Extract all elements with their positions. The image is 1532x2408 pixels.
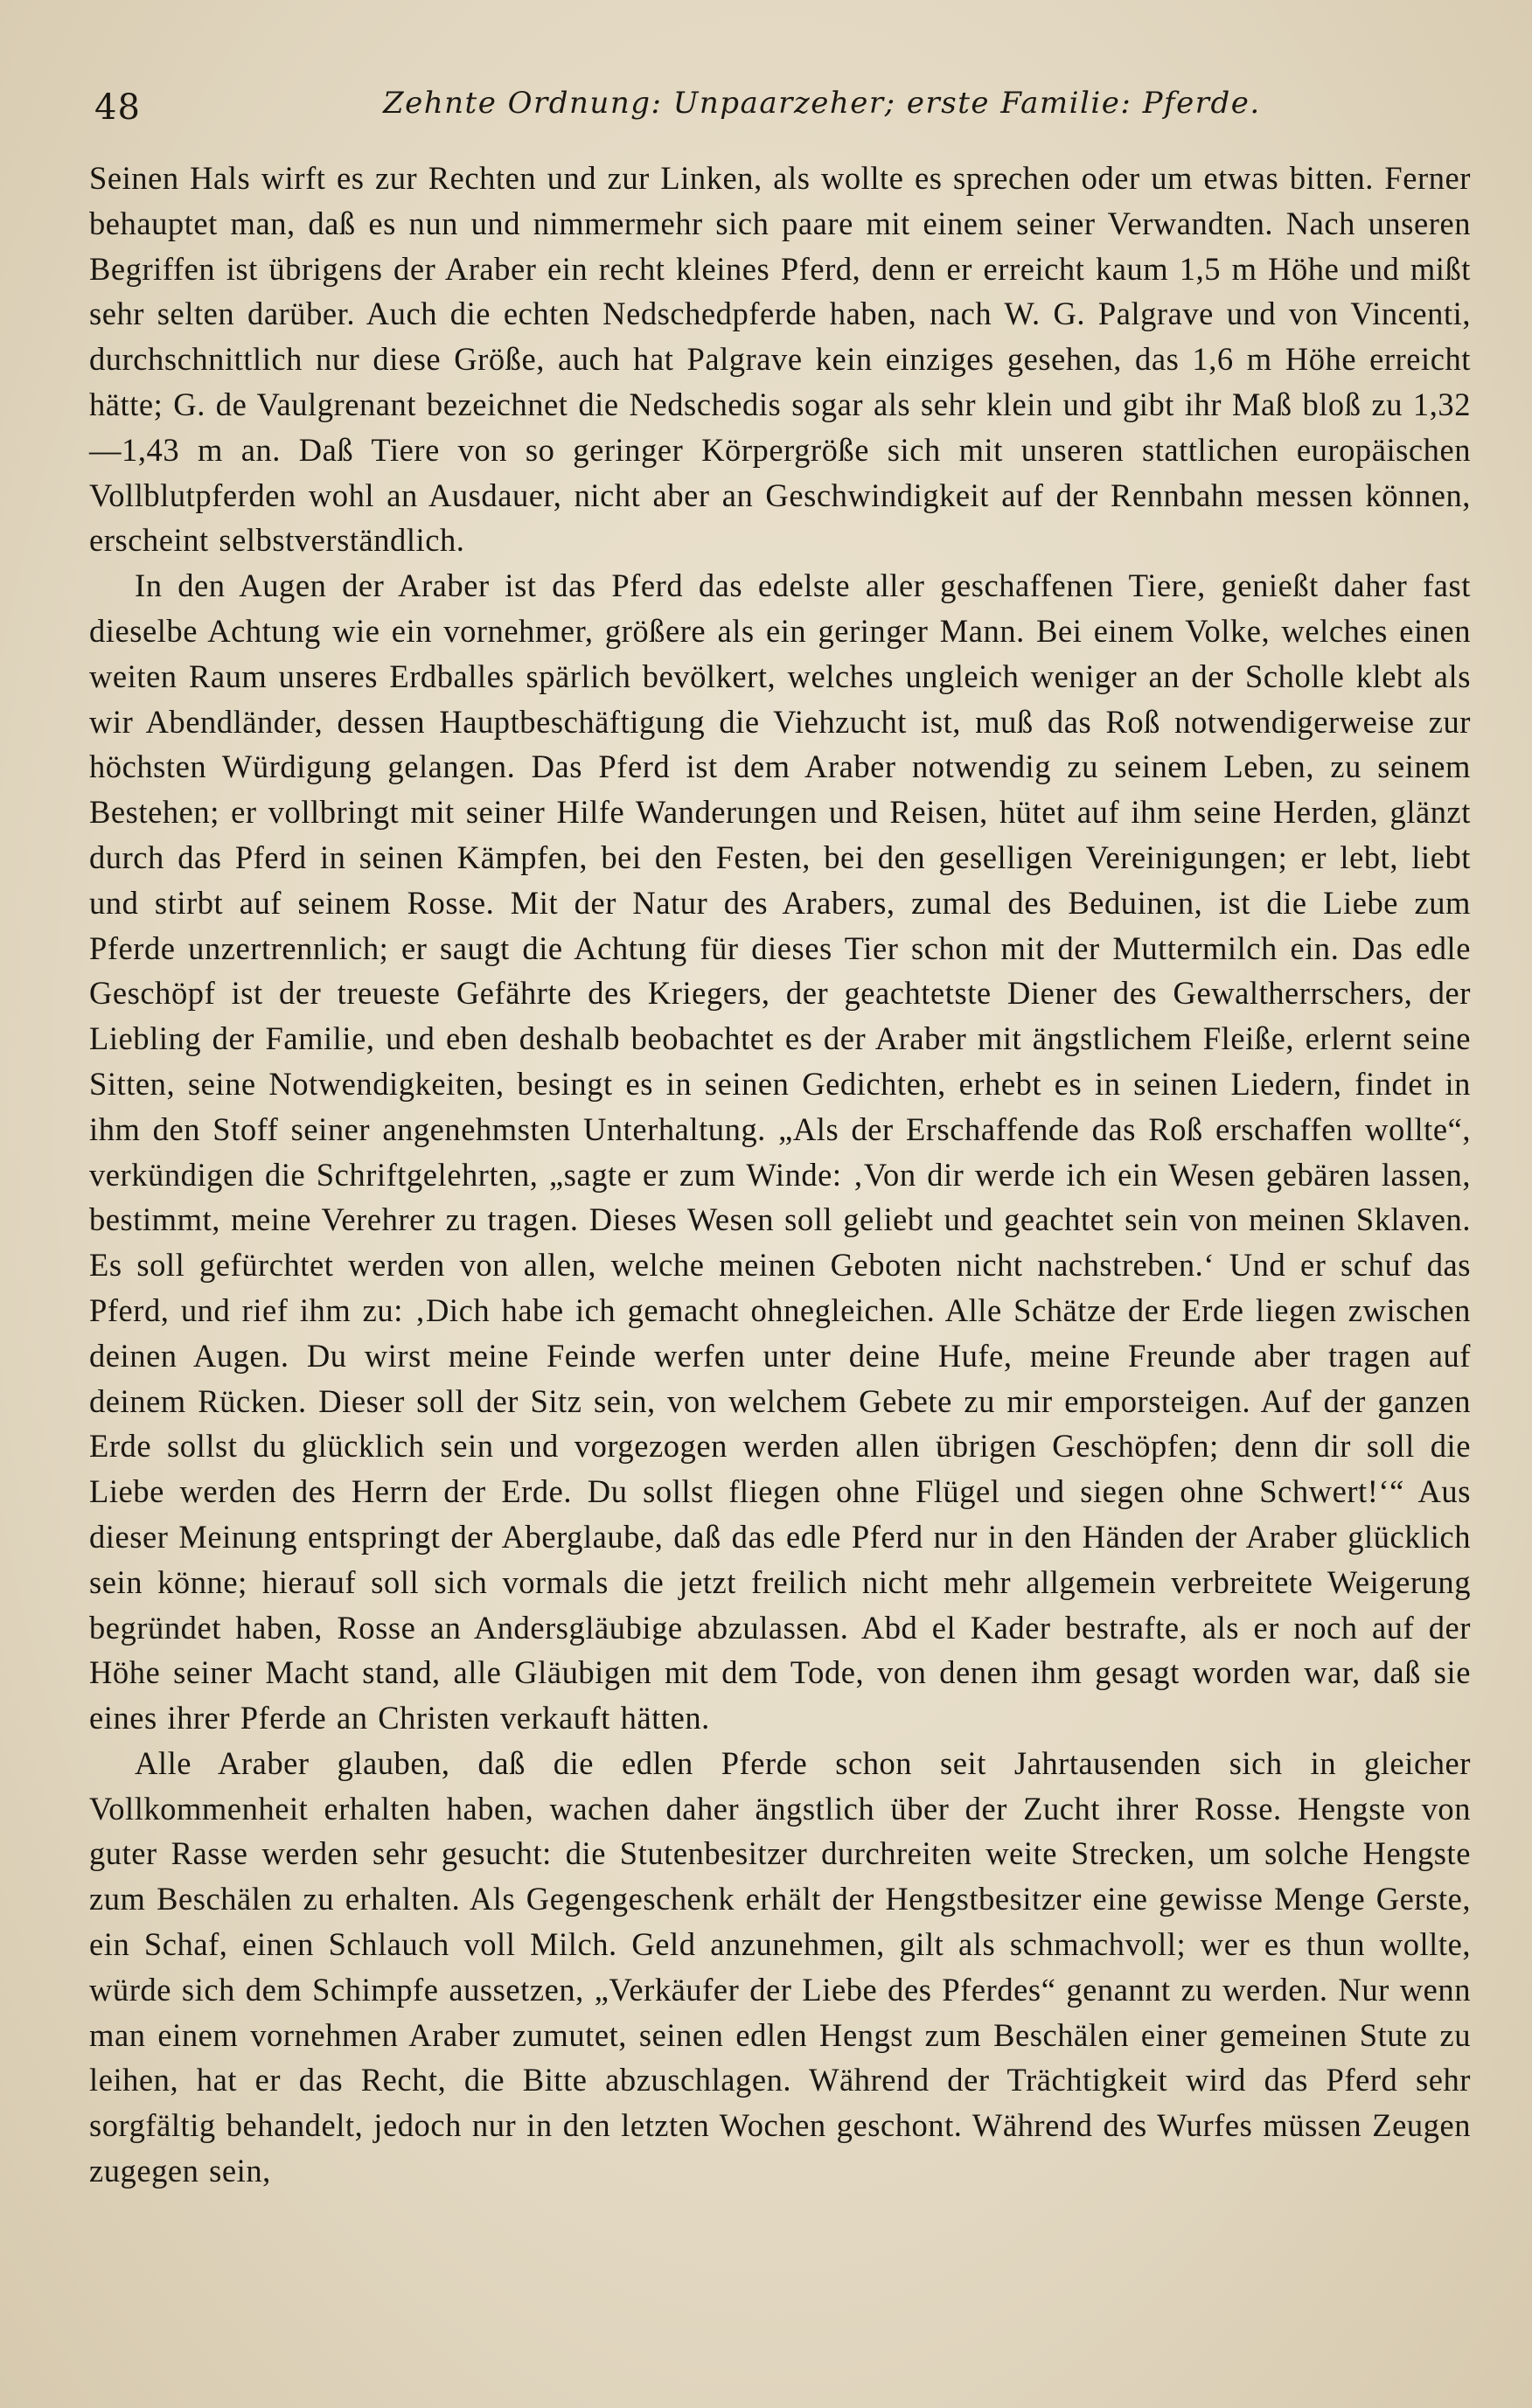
page-number: 48 (94, 87, 141, 128)
body-text (89, 156, 1471, 2194)
paragraph-1: Seinen Hals wirft es zur Rechten und zur Linken, als wollte es sprechen oder um etwas bitten. Ferner behauptet man, daß es nun und nimmermehr sich paare mit einem seiner Verwandten. Nach unseren Begriffen ist übrigens der Araber ein recht kleines Pferd, denn er erreicht kaum 1,5 m Höhe und mißt sehr selten darüber. Auch die echten Nedschedpferde haben, nach W. G. Palgrave und von Vincenti, durchschnittlich nur diese Größe, auch hat Palgrave kein einziges gesehen, das 1,6 m Höhe erreicht hätte; G. de Vaulgrenant bezeichnet die Nedschedis sogar als sehr klein und gibt ihr Maß bloß zu 1,32—1,43 m an. Daß Tiere von so geringer Körpergröße sich mit unseren stattlichen europäischen Vollblutpferden wohl an Ausdauer, nicht aber an Geschwindigkeit auf der Rennbahn messen können, erscheint selbstverständlich. (89, 160, 1471, 559)
page-header (94, 80, 1476, 133)
running-title: Zehnte Ordnung: Unpaarzeher; erste Familie: Pferde. (383, 86, 1261, 121)
paragraph-3: Alle Araber glauben, daß die edlen Pferde schon seit Jahrtausenden sich in gleicher Vollkommenheit erhalten haben, wachen daher ängstlich über der Zucht ihrer Rosse. Hengste von guter Rasse werden sehr gesucht: die Stutenbesitzer durchreiten weite Strecken, um solche Hengste zum Beschälen zu erhalten. Als Gegengeschenk erhält der Hengstbesitzer eine gewisse Menge Gerste, ein Schaf, einen Schlauch voll Milch. Geld anzunehmen, gilt als schmachvoll; wer es thun wollte, würde sich dem Schimpfe aussetzen, „Verkäufer der Liebe des Pferdes“ genannt zu werden. Nur wenn man einem vornehmen Araber zumutet, seinen edlen Hengst zum Beschälen einer gemeinen Stute zu leihen, hat er das Recht, die Bitte abzuschlagen. Während der Trächtigkeit wird das Pferd sehr sorgfältig behandelt, jedoch nur in den letzten Wochen geschont. Während des Wurfes müssen Zeugen zugegen sein, (89, 1744, 1471, 2189)
paragraph-2: In den Augen der Araber ist das Pferd das edelste aller geschaffenen Tiere, genießt daher fast dieselbe Achtung wie ein vornehmer, größere als ein geringer Mann. Bei einem Volke, welches einen weiten Raum unseres Erdballes spärlich bevölkert, welches ungleich weniger an der Scholle klebt als wir Abendländer, dessen Hauptbeschäftigung die Viehzucht ist, muß das Roß notwendigerweise zur höchsten Würdigung gelangen. Das Pferd ist dem Araber notwendig zu seinem Leben, zu seinem Bestehen; er vollbringt mit seiner Hilfe Wanderungen und Reisen, hütet auf ihm seine Herden, glänzt durch das Pferd in seinen Kämpfen, bei den Festen, bei den geselligen Vereinigungen; er lebt, liebt und stirbt auf seinem Rosse. Mit der Natur des Arabers, zumal des Beduinen, ist die Liebe zum Pferde unzertrennlich; er saugt die Achtung für dieses Tier schon mit der Muttermilch ein. Das edle Geschöpf ist der treueste Gefährte des Kriegers, der geachtetste Diener des Gewaltherrschers, der Liebling der Familie, und eben deshalb beobachtet es der Araber mit ängstlichem Fleiße, erlernt seine Sitten, seine Notwendigkeiten, besingt es in seinen Gedichten, erhebt es in seinen Liedern, findet in ihm den Stoff seiner angenehmsten Unterhaltung. „Als der Erschaffende das Roß erschaffen wollte“, verkündigen die Schriftgelehrten, „sagte er zum Winde: ‚Von dir werde ich ein Wesen gebären lassen, bestimmt, meine Verehrer zu tragen. Dieses Wesen soll geliebt und geachtet sein von meinen Sklaven. Es soll gefürchtet werden von allen, welche meinen Geboten nicht nachstreben.‘ Und er schuf das Pferd, und rief ihm zu: ‚Dich habe ich gemacht ohnegleichen. Alle Schätze der Erde liegen zwischen deinen Augen. Du wirst meine Feinde werfen unter deine Hufe, meine Freunde aber tragen auf deinem Rücken. Dieser soll der Sitz sein, von welchem Gebete zu mir emporsteigen. Auf der ganzen Erde sollst du glücklich sein und vorgezogen werden allen übrigen Geschöpfen; denn dir soll die Liebe werden des Herrn der Erde. Du sollst fliegen ohne Flügel und siegen ohne Schwert!‘“ Aus dieser Meinung entspringt der Aberglaube, daß das edle Pferd nur in den Händen der Araber glücklich sein könne; hierauf soll sich vormals die jetzt freilich nicht mehr allgemein verbreitete Weigerung begründet haben, Rosse an Andersgläubige abzulassen. Abd el Kader bestrafte, als er noch auf der Höhe seiner Macht stand, alle Gläubigen mit dem Tode, von denen ihm gesagt worden war, daß sie eines ihrer Pferde an Christen verkauft hätten. (89, 567, 1471, 1736)
